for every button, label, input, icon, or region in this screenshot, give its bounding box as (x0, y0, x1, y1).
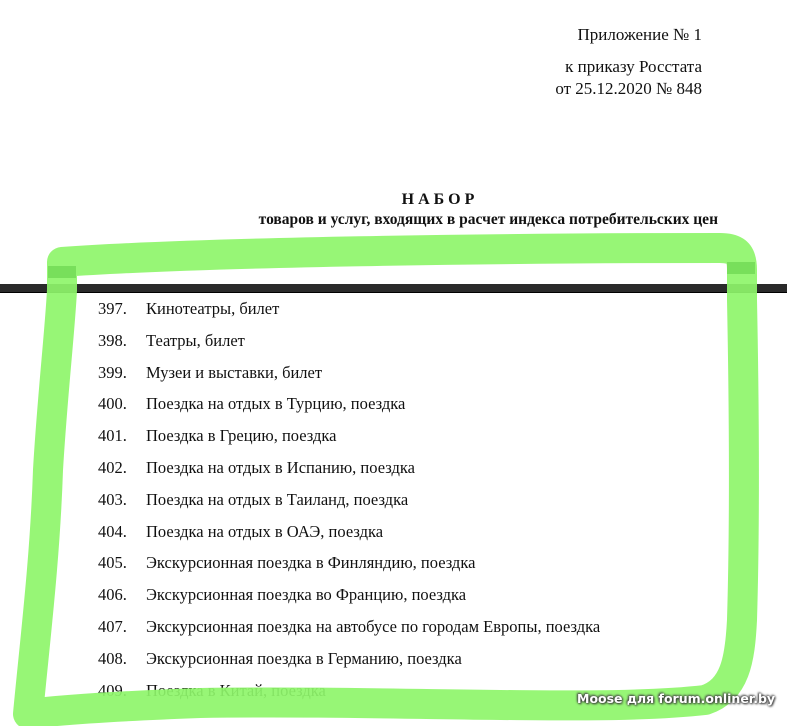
page-divider-thin (0, 292, 787, 293)
item-number: 402. (98, 457, 127, 477)
title-main: НАБОР (401, 191, 479, 208)
item-number: 397. (98, 299, 127, 318)
item-text: Экскурсионная поездка в Финляндию, поездка (146, 553, 476, 573)
page-divider (0, 284, 787, 292)
item-number: 404. (98, 521, 127, 541)
item-number: 409. (98, 680, 127, 700)
item-number: 398. (98, 330, 127, 350)
item-text: Экскурсионная поездка в Германию, поездка (146, 648, 462, 668)
appendix-header (555, 24, 702, 100)
item-number: 407. (98, 616, 127, 636)
goods-services-list (98, 298, 600, 711)
item-text: Кинотеатры, билет (146, 299, 280, 318)
appendix-label: Приложение № 1 (577, 25, 702, 44)
item-number: 406. (98, 585, 127, 605)
item-text: Экскурсионная поездка во Францию, поездка (146, 585, 467, 605)
item-text: Экскурсионная поездка на автобусе по городам Европы, поездка (146, 616, 601, 636)
list-item (98, 489, 600, 521)
item-text: Театры, билет (146, 330, 245, 350)
list-item (98, 584, 600, 616)
item-number: 399. (98, 362, 127, 382)
list-item (98, 330, 600, 362)
item-number: 401. (98, 426, 127, 446)
list-item (98, 425, 600, 457)
item-number: 400. (98, 394, 127, 414)
list-item (98, 298, 600, 330)
list-item (98, 680, 600, 712)
list-item (98, 552, 600, 584)
item-text: Поездка на отдых в Турцию, поездка (146, 394, 406, 414)
appendix-order-date: от 25.12.2020 № 848 (555, 79, 702, 98)
list-item (98, 393, 600, 425)
list-item (98, 521, 600, 553)
item-text: Поездка на отдых в Испанию, поездка (146, 457, 415, 477)
list-item (98, 648, 600, 680)
watermark: Moose для forum.onliner.by (577, 691, 776, 706)
highlight-overlap-mark (48, 266, 76, 278)
item-text: Поездка в Китай, поездка (146, 680, 326, 700)
item-number: 403. (98, 489, 127, 509)
highlight-overlap-mark (727, 262, 755, 274)
document-title (150, 190, 730, 230)
item-text: Музеи и выставки, билет (146, 362, 323, 382)
list-item (98, 616, 600, 648)
appendix-order-ref: к приказу Росстата (565, 57, 702, 76)
item-text: Поездка на отдых в ОАЭ, поездка (146, 521, 384, 541)
item-text: Поездка в Грецию, поездка (146, 426, 337, 446)
title-subtitle: товаров и услуг, входящих в расчет индекса потребительских цен (258, 211, 718, 228)
item-number: 405. (98, 553, 127, 573)
item-text: Поездка на отдых в Таиланд, поездка (146, 489, 409, 509)
item-number: 408. (98, 648, 127, 668)
list-item (98, 457, 600, 489)
list-item (98, 362, 600, 394)
